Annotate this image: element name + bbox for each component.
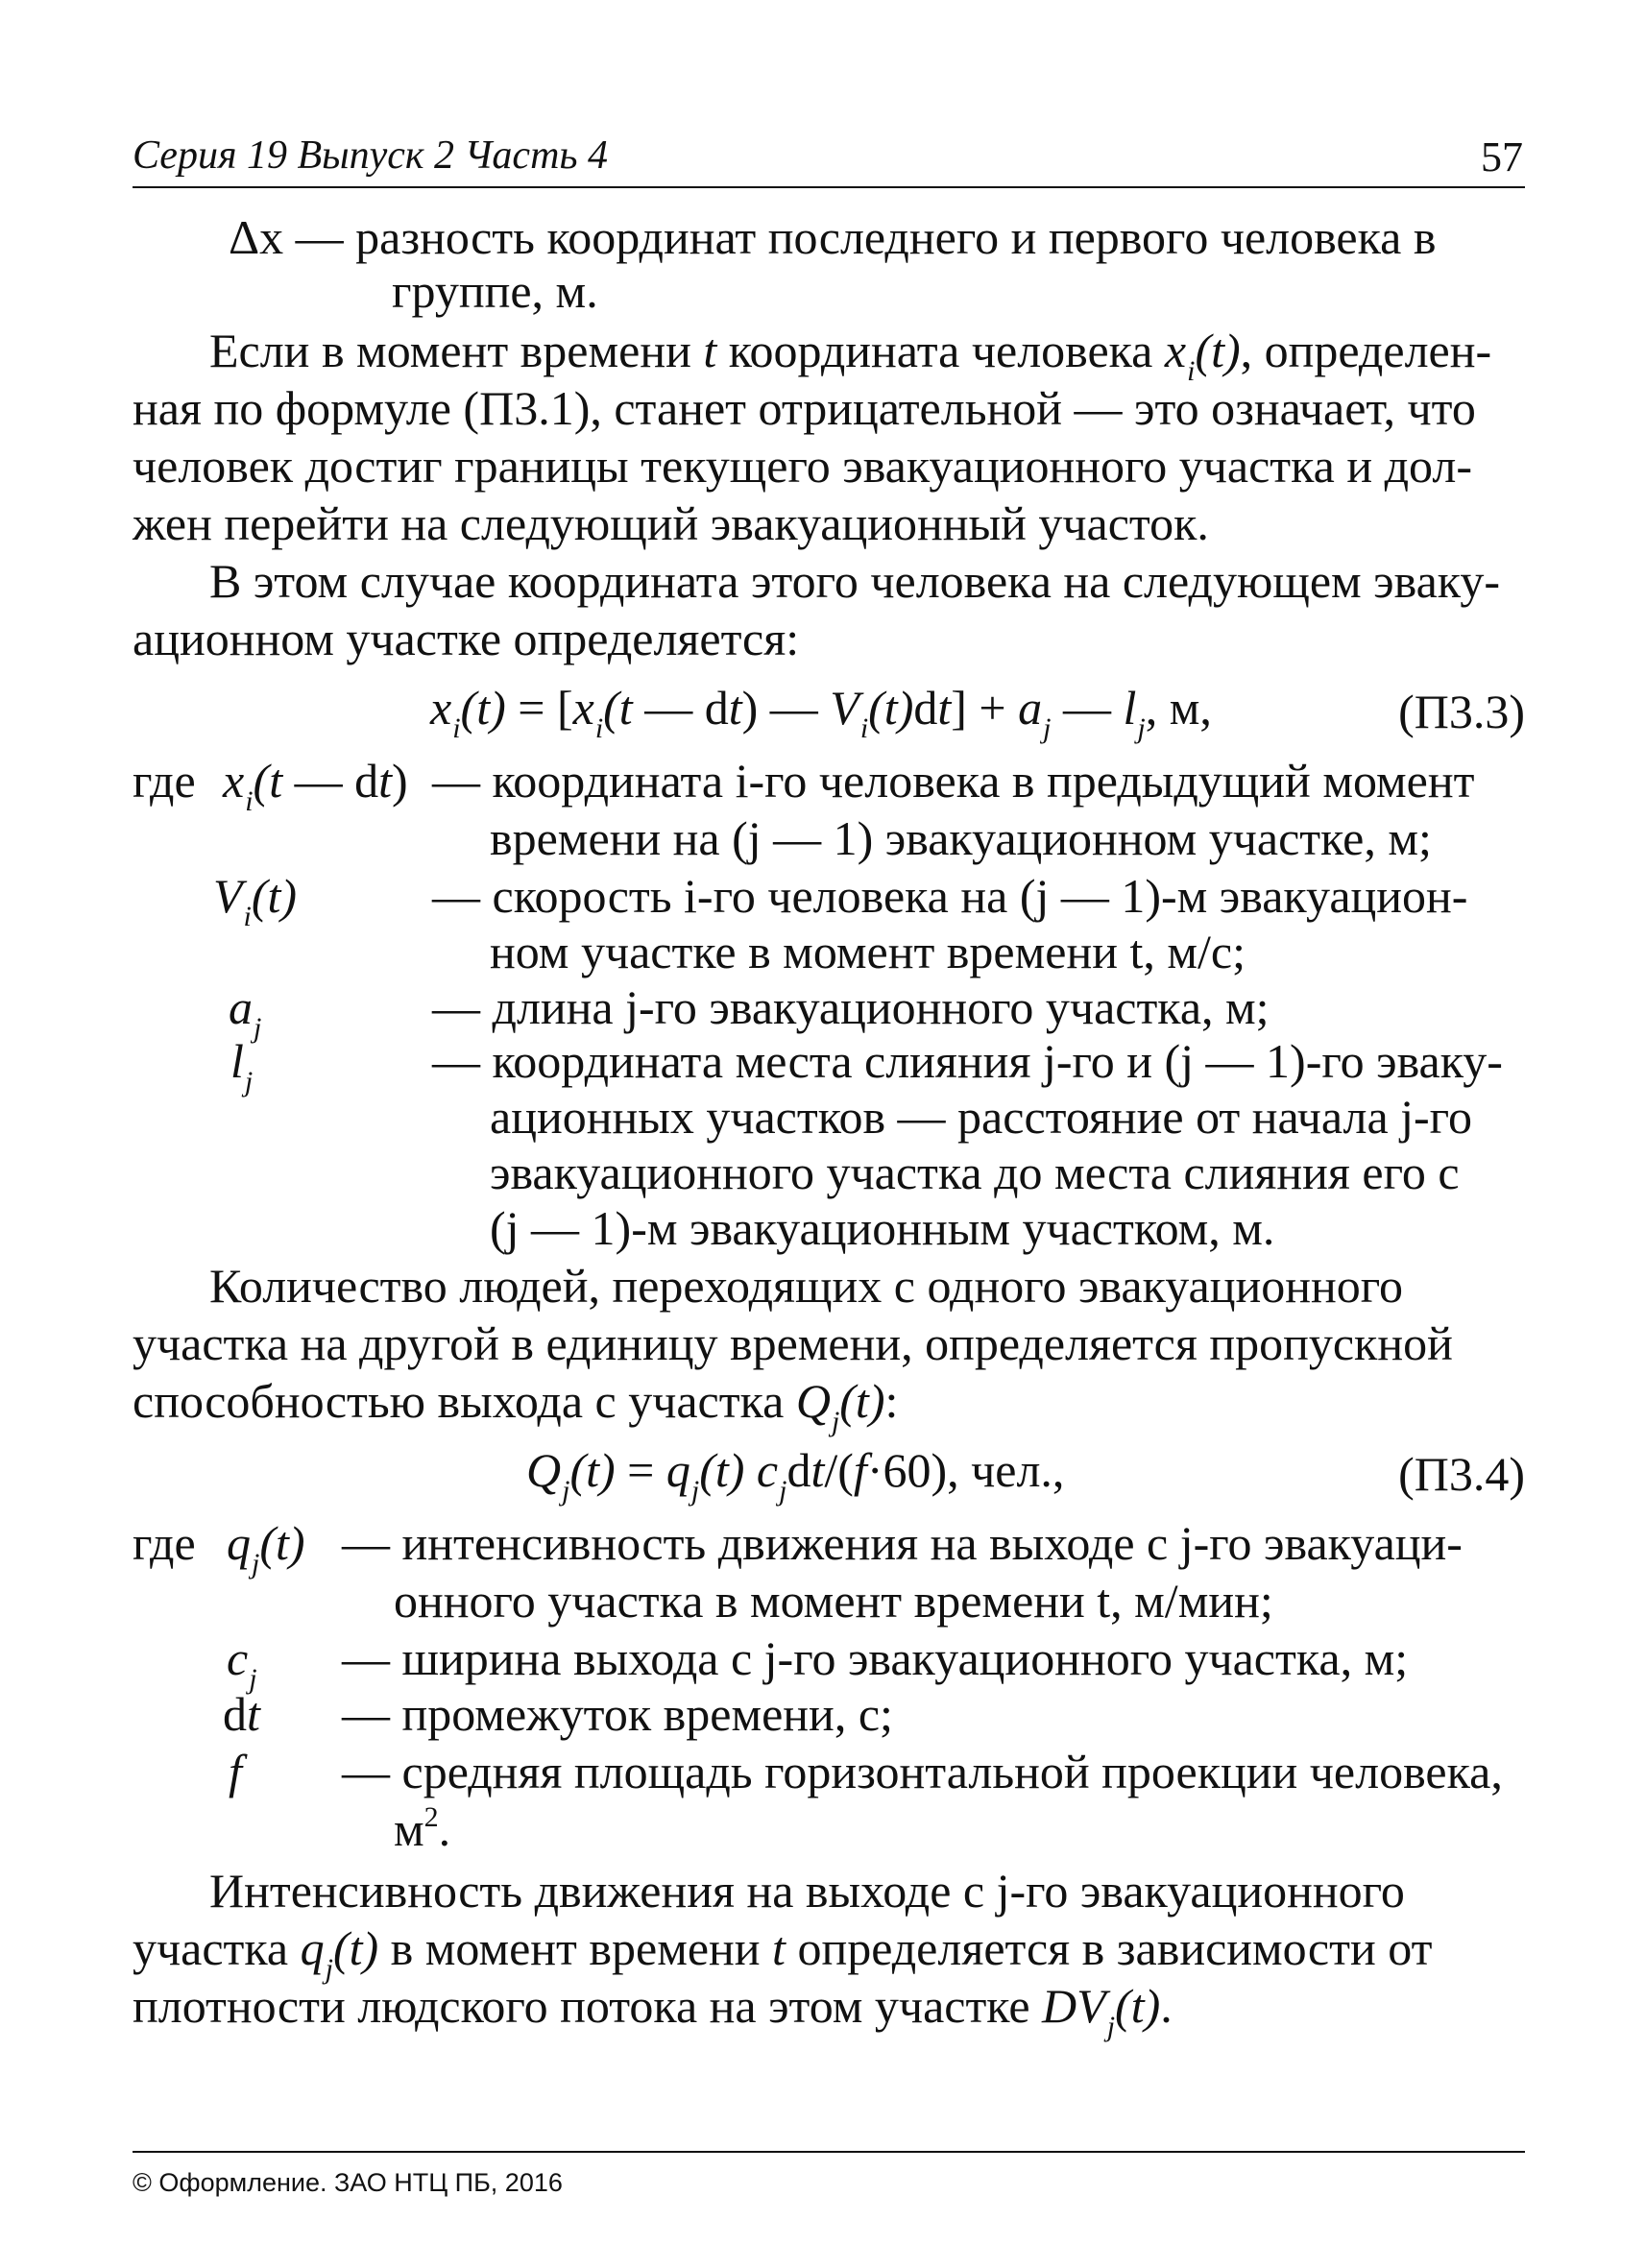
equation-p3-4: $Q_j(t) = q_j(t)$ $c_jdt/(f\cdot 60)$, чел., <box>526 1443 1065 1507</box>
symbol-dt: dt <box>223 1687 260 1741</box>
para1-line-1: Если в момент времени t координата человека $x_i(t)$, определен- <box>209 324 1492 387</box>
eq3-unit: , м, <box>1145 681 1212 735</box>
def4-2-line-1: — ширина выхода с j-го эвакуационного участка, м; <box>342 1631 1409 1685</box>
para3-line-2: участка на другой в единицу времени, определяется пропускной <box>133 1316 1453 1370</box>
para4-line-2: участка $q_j(t)$ в момент времени t определяется в зависимости от <box>133 1921 1433 1985</box>
symbol-cj: $c_j$ <box>227 1631 257 1695</box>
where-label-2: где <box>133 1516 196 1570</box>
para4-text-a: участка <box>133 1921 289 1975</box>
para4-line-3: плотности людского потока на этом участке $DV_j(t)$. <box>133 1979 1173 2042</box>
para4-text-b: в момент времени <box>390 1921 761 1975</box>
def3-3-line-1: — длина j-го эвакуационного участка, м; <box>432 980 1270 1034</box>
def3-4-line-2: ационных участков — расстояние от начала j-го <box>490 1090 1472 1144</box>
para3-line-1: Количество людей, переходящих с одного эвакуационного <box>209 1259 1404 1313</box>
symbol-f: f <box>229 1745 242 1798</box>
def3-4-line-3: эвакуационного участка до места слияния его с <box>490 1146 1460 1199</box>
para1-line-3: человек достиг границы текущего эвакуационного участка и дол- <box>133 439 1472 493</box>
eq4-unit: , чел., <box>947 1443 1065 1497</box>
def4-4-line-1: — средняя площадь горизонтальной проекции человека, <box>342 1745 1503 1798</box>
top-def-line-2: группе, м. <box>392 264 598 318</box>
para2-line-2: ационном участке определяется: <box>133 612 800 665</box>
symbol-aj: $a_j$ <box>229 980 262 1044</box>
symbol-lj: $l_j$ <box>230 1034 254 1098</box>
para1-text-c: , определен- <box>1240 324 1492 377</box>
para4-text-c: определяется в зависимости от <box>797 1921 1433 1975</box>
def4-1-line-2: онного участка в момент времени t, м/мин; <box>394 1574 1273 1628</box>
symbol-xi-prev: $x_i(t$ — dt) <box>223 754 408 817</box>
para3-text-3: способностью выхода с участка <box>133 1374 785 1428</box>
symbol-qj: $q_j(t)$ <box>227 1516 305 1580</box>
def4-1-line-1: — интенсивность движения на выходе с j-го эвакуаци- <box>342 1516 1463 1570</box>
symbol-vi: $V_i(t)$ <box>213 869 298 932</box>
top-def-line-1: Δx — разность координат последнего и первого человека в <box>229 210 1437 264</box>
equation-p3-3: $x_i(t) = [x_i(t$ — dt) — $V_i(t)dt] + a_j$ — $l_j$, м, <box>430 681 1212 744</box>
def3-1-line-1: — координата i-го человека в предыдущий момент <box>432 754 1475 808</box>
def4-4-line-2: $м^2$. <box>394 1801 451 1856</box>
def3-4-line-1: — координата места слияния j-го и (j — 1)-го эваку- <box>432 1034 1503 1088</box>
footer-rule <box>133 2151 1525 2153</box>
para3-line-3: способностью выхода с участка $Q_j(t)$: <box>133 1374 899 1437</box>
series-title: Серия 19 Выпуск 2 Часть 4 <box>133 133 609 178</box>
equation-number-p3-3: (П3.3) <box>1398 685 1525 738</box>
para1-text-a: Если в момент времени <box>209 324 691 377</box>
para4-line-1: Интенсивность движения на выходе с j-го эвакуационного <box>209 1864 1405 1918</box>
copyright-footer: © Оформление. ЗАО НТЦ ПБ, 2016 <box>133 2168 563 2197</box>
def3-4-line-4: (j — 1)-м эвакуационным участком, м. <box>490 1201 1275 1255</box>
para2-line-1: В этом случае координата этого человека на следующем эваку- <box>209 554 1500 608</box>
para1-line-4: жен перейти на следующий эвакуационный участок. <box>133 496 1209 550</box>
para4-text-3: плотности людского потока на этом участке <box>133 1979 1030 2033</box>
def3-2-line-2: ном участке в момент времени t, м/с; <box>490 925 1246 978</box>
def3-1-line-2: времени на (j — 1) эвакуационном участке, м; <box>490 811 1432 865</box>
def3-2-line-1: — скорость i-го человека на (j — 1)-м эвакуацион- <box>432 869 1468 923</box>
equation-number-p3-4: (П3.4) <box>1398 1447 1525 1501</box>
para1-line-2: ная по формуле (П3.1), станет отрицательной — это означает, что <box>133 381 1476 435</box>
where-label-1: где <box>133 754 196 808</box>
def4-3-line-1: — промежуток времени, с; <box>342 1687 893 1741</box>
para1-text-b: координата человека <box>728 324 1153 377</box>
page-number: 57 <box>1481 133 1523 181</box>
running-header <box>133 127 1525 188</box>
